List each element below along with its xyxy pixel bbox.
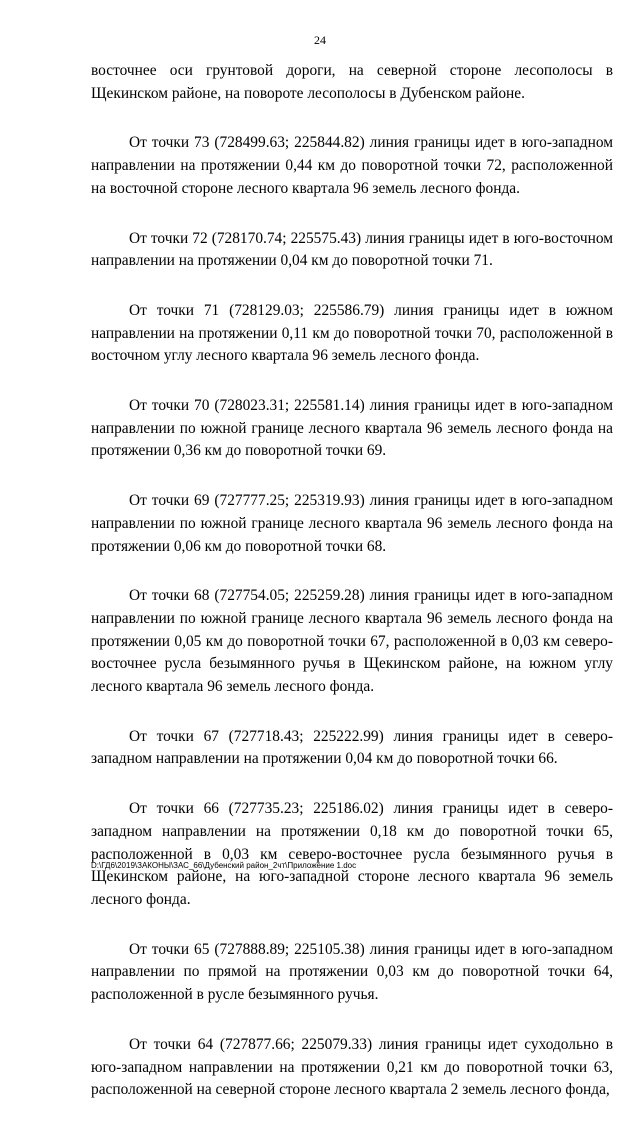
paragraph: От точки 70 (728023.31; 225581.14) линия границы идет в юго-западном направлении по южной границе лесного квартала 96 земель лесного фонда на протяжении 0,36 км до поворотной точки 69. xyxy=(91,397,613,460)
paragraph: От точки 73 (728499.63; 225844.82) линия границы идет в юго-западном направлении на протяжении 0,44 км до поворотной точки 72, расположенной на восточной стороне лесного квартала 96 земель лесного фонда. xyxy=(91,134,613,197)
paragraph: восточнее оси грунтовой дороги, на северной стороне лесополосы в Щекинском районе, на повороте лесополосы в Дубенском районе. xyxy=(91,62,613,102)
document-body xyxy=(91,60,613,1129)
paragraph: От точки 69 (727777.25; 225319.93) линия границы идет в юго-западном направлении по южной границе лесного квартала 96 земель лесного фонда на протяжении 0,06 км до поворотной точки 68. xyxy=(91,492,613,555)
paragraph: От точки 67 (727718.43; 225222.99) линия границы идет в северо-западном направлении на протяжении 0,04 км до поворотной точки 66. xyxy=(91,727,613,768)
footer-file-path: D:\ГД6\2019\ЗАКОНЫ\ЗАС_66\Дубенский район_2чт\Приложение 1.doc xyxy=(91,861,357,870)
paragraph: От точки 66 (727735.23; 225186.02) линия границы идет в северо-западном направлении на протяжении 0,18 км до поворотной точки 65, расположенной в 0,03 км северо-восточнее русла безымянного ручья в Щекинском районе, на юго-западной стороне лесного квартала 96 земель лесного фонда. xyxy=(91,800,613,908)
paragraph: От точки 72 (728170.74; 225575.43) линия границы идет в юго-восточном направлении на протяжении 0,04 км до поворотной точки 71. xyxy=(91,229,613,270)
page-number: 24 xyxy=(314,33,326,47)
paragraph: От точки 65 (727888.89; 225105.38) линия границы идет в юго-западном направлении по прямой на протяжении 0,03 км до поворотной точки 64, расположенной в русле безымянного ручья. xyxy=(91,940,613,1004)
paragraph: От точки 64 (727877.66; 225079.33) линия границы идет суходольно в юго-западном направлении на протяжении 0,21 км до поворотной точки 63, расположенной на северной стороне лесного квартала 2 земель лесного фонда, xyxy=(91,1035,613,1099)
paragraph: От точки 68 (727754.05; 225259.28) линия границы идет в юго-западном направлении по южной границе лесного квартала 96 земель лесного фонда на протяжении 0,05 км до поворотной точки 67, расположенной в 0,03 км северо-восточнее русла безымянного ручья в Щекинском районе, на южном углу лесного квартала 96 земель лесного фонда. xyxy=(91,587,613,696)
paragraph: От точки 71 (728129.03; 225586.79) линия границы идет в южном направлении на протяжении 0,11 км до поворотной точки 70, расположенной в восточном углу лесного квартала 96 земель лесного фонда. xyxy=(91,301,613,365)
